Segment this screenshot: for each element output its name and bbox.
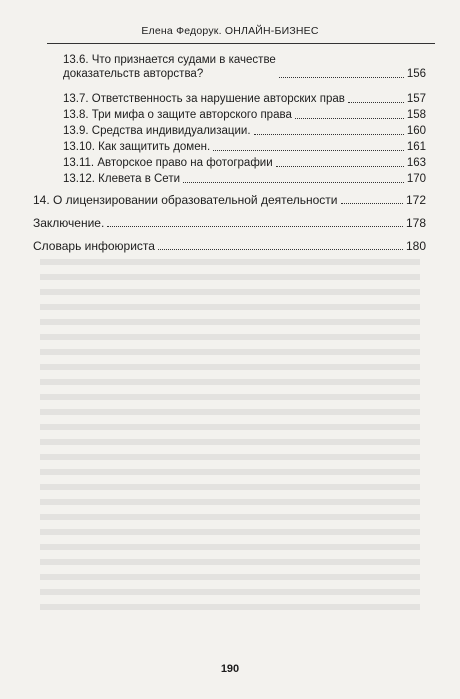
toc-entry-page: 172 xyxy=(405,193,426,207)
toc-entry-page: 161 xyxy=(406,141,426,153)
dot-leader xyxy=(254,134,404,135)
dot-leader xyxy=(276,166,404,167)
toc-entry-13-8[interactable] xyxy=(63,108,426,122)
toc-entry-conclusion[interactable] xyxy=(33,216,426,230)
toc-entry-13-10[interactable] xyxy=(63,140,426,154)
toc-entry-13-12[interactable] xyxy=(63,172,426,186)
dot-leader xyxy=(107,226,403,227)
toc-entry-title: Заключение. xyxy=(33,216,105,230)
toc-entry-page: 163 xyxy=(406,157,426,169)
toc-entry-13-7[interactable] xyxy=(63,92,426,106)
show-through-texture xyxy=(40,250,420,640)
dot-leader xyxy=(348,102,404,103)
dot-leader xyxy=(213,150,404,151)
toc-entry-page: 157 xyxy=(406,93,426,105)
running-head: Елена Федорук. ОНЛАЙН-БИЗНЕС xyxy=(141,25,319,37)
header-rule xyxy=(47,43,435,44)
toc-entry-title: 13.9. Средства индивидуализации. xyxy=(63,125,251,137)
toc-entry-page: 180 xyxy=(405,239,426,253)
toc-entry-page: 160 xyxy=(406,125,426,137)
dot-leader xyxy=(158,249,403,250)
toc-entry-13-6[interactable] xyxy=(63,53,426,81)
page-number: 190 xyxy=(220,663,240,675)
toc-entry-title-line2: доказательств авторства? xyxy=(63,68,204,80)
toc-entry-title: Словарь инфоюриста xyxy=(33,239,155,253)
toc-entry-title: 13.8. Три мифа о защите авторского права xyxy=(63,109,292,121)
toc-entry-title: 13.7. Ответственность за нарушение авторских прав xyxy=(63,93,345,105)
dot-leader xyxy=(295,118,404,119)
toc-entry-title: 13.12. Клевета в Сети xyxy=(63,173,181,185)
dot-leader xyxy=(341,203,403,204)
dot-leader xyxy=(183,182,404,183)
toc-entry-title-line1: 13.6. Что признается судами в качестве xyxy=(63,54,276,66)
toc-entry-chapter-14[interactable] xyxy=(33,193,426,207)
toc-entry-page: 178 xyxy=(405,216,426,230)
toc-entry-title: 14. О лицензировании образовательной деятельности xyxy=(33,193,338,207)
toc-entry-glossary[interactable] xyxy=(33,239,426,253)
dot-leader xyxy=(279,77,404,78)
toc-entry-title: 13.10. Как защитить домен. xyxy=(63,141,211,153)
toc-entry-13-9[interactable] xyxy=(63,124,426,138)
toc-entry-page: 158 xyxy=(406,109,426,121)
toc-entry-title: 13.11. Авторское право на фотографии xyxy=(63,157,273,169)
toc-entry-13-11[interactable] xyxy=(63,156,426,170)
toc-entry-page: 156 xyxy=(406,68,426,80)
toc-entry-page: 170 xyxy=(406,173,426,185)
